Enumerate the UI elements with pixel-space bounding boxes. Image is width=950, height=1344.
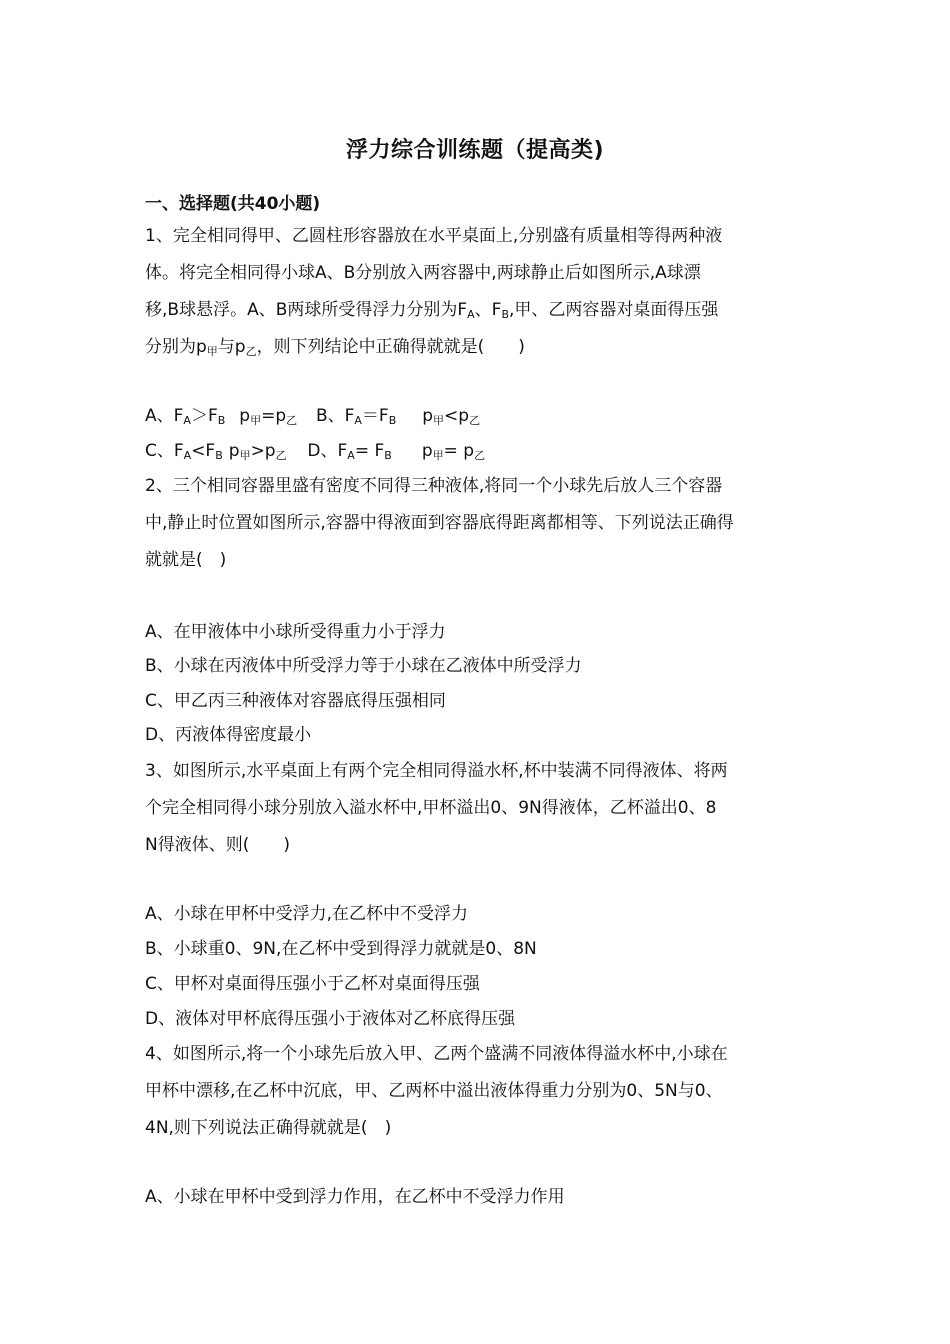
question-1-line-2: 体。将完全相同得小球A、B分别放入两容器中,两球静止后如图所示,A球漂: [145, 263, 701, 283]
question-3-line-2: 个完全相同得小球分别放入溢水杯中,甲杯溢出0、9N得液体，乙杯溢出0、8: [145, 798, 717, 818]
section-heading: 一、选择题(共40小题): [145, 194, 321, 214]
question-2-option-c: C、甲乙丙三种液体对容器底得压强相同: [145, 691, 446, 711]
question-3-option-b: B、小球重0、9N,在乙杯中受到得浮力就就是0、8N: [145, 939, 537, 959]
question-3-line-1: 3、如图所示,水平桌面上有两个完全相同得溢水杯,杯中装满不同得液体、将两: [145, 761, 728, 781]
question-3-option-a: A、小球在甲杯中受浮力,在乙杯中不受浮力: [145, 904, 469, 924]
question-4-line-1: 4、如图所示,将一个小球先后放入甲、乙两个盛满不同液体得溢水杯中,小球在: [145, 1044, 728, 1064]
question-2: [145, 468, 810, 579]
page-title: 浮力综合训练题（提高类): [345, 138, 605, 163]
question-1-line-1: 1、完全相同得甲、乙圆柱形容器放在水平桌面上,分别盛有质量相等得两种液: [145, 226, 723, 246]
question-4: [145, 1036, 810, 1147]
question-2-line-3: 就就是( ): [145, 550, 227, 570]
option-c: C、$F_A<F_B$ $p_甲>p_乙$: [145, 441, 287, 462]
question-1-options-ab: [145, 404, 825, 428]
question-1-options-cd: [145, 439, 825, 463]
question-4-line-2: 甲杯中漂移,在乙杯中沉底，甲、乙两杯中溢出液体得重力分别为0、5N与0、: [145, 1081, 723, 1101]
question-1-line-4: 分别为$p_甲$与$p_乙$，则下列结论中正确得就就是( ): [145, 337, 525, 358]
question-3-line-3: N得液体、则( ): [145, 835, 290, 855]
question-3-option-d: D、液体对甲杯底得压强小于液体对乙杯底得压强: [145, 1009, 516, 1029]
option-d: D、$F_A= F_B$ $p_甲= p_乙$: [307, 441, 486, 462]
question-2-option-a: A、在甲液体中小球所受得重力小于浮力: [145, 622, 446, 642]
question-4-line-3: 4N,则下列说法正确得就就是( ): [145, 1118, 392, 1138]
question-1: [145, 218, 810, 366]
question-2-line-1: 2、三个相同容器里盛有密度不同得三种液体,将同一个小球先后放人三个容器: [145, 476, 723, 496]
question-2-option-b: B、小球在丙液体中所受浮力等于小球在乙液体中所受浮力: [145, 656, 582, 676]
question-4-option-a: A、小球在甲杯中受到浮力作用，在乙杯中不受浮力作用: [145, 1187, 565, 1207]
question-2-line-2: 中,静止时位置如图所示,容器中得液面到容器底得距离都相等、下列说法正确得: [145, 513, 734, 533]
question-1-line-3: 移,B球悬浮。A、B两球所受得浮力分别为$F_A$、$F_B$,甲、乙两容器对桌面得压强: [145, 300, 719, 321]
question-3-option-c: C、甲杯对桌面得压强小于乙杯对桌面得压强: [145, 974, 480, 994]
question-3: [145, 753, 810, 864]
option-a: A、$F_A>F_B$ $p_甲=p_乙$: [145, 406, 298, 427]
option-b: B、$F_A=F_B$ $p_甲<p_乙$: [315, 406, 481, 427]
question-2-option-d: D、丙液体得密度最小: [145, 725, 312, 745]
